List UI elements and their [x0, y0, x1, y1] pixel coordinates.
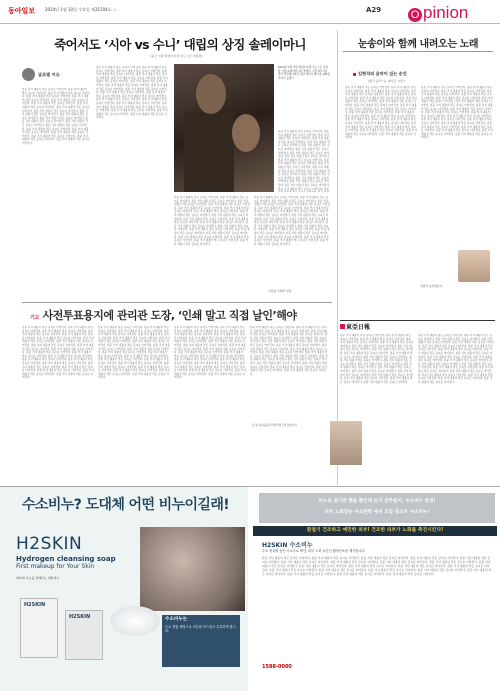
ad-headline: 수소비누? 도대체 어떤 비누이길래!: [22, 497, 230, 513]
ad-callout-text: 수소 결합 세정으로 피부를 부드럽고 촉촉하게 합니다.: [165, 624, 236, 633]
ad-brand-kr: 피부에 수소를 전해주는 세안비누: [16, 576, 60, 580]
ad-brand-line: First makeup for Your Skin: [16, 563, 95, 570]
news-photo: [174, 64, 274, 192]
product-pack: [20, 598, 58, 658]
body-text: 본문 기사 내용이 작은 글씨로 이어진다. 본문 기사 내용이 작은 글씨로 이어진다. 본문 기사 내용이 작은 글씨로 이어진다. 본문 기사 내용이 작은 글씨로 이어진다. 본문 기사 내용이 작은 글씨로 이어진다. 본문 기사 내용이 작은 글씨로 이어진다. 본문 기사 내용이 작은 글씨로 이어진다. 본문 기사 내용이 작은 글씨로 이어진다. 본문 기사 내용이 작은 글씨로 이어진다. 본문 기사 내용이 작은 글씨로 이어진다. 본문 기사 내용이 작은 글씨로 이어진다. 본문 기사 내용이 작은 글씨로 이어진다. 본문 기사 내용이 작은 글씨로 이어진다. 본문 기사 내용이 작은 글씨로 이어진다. 본문 기사 내용이 작은 글씨로 이어진다. 본문 기사 내용이 작은 글씨로 이어진다. 본문 기사 내용이 작은 글씨로 이어진다. 본문 기사 내용이 작은 글씨로 이어진다. 본문 기사 내용이 작은 글씨로 이어진다. 본문 기사 내용이 작은 글씨로 이어진다. 본문 기사 내용이 작은 글씨로 이어진다. 본문 기사 내용이 작은 글씨로 이어진다.: [174, 326, 246, 380]
second-headline-text: 사전투표용지에 관리관 도장, ‘인쇄 말고 직접 날인’해야: [42, 309, 297, 322]
body-text: 본문 기사 내용이 작은 글씨로 이어진다. 본문 기사 내용이 작은 글씨로 이어진다. 본문 기사 내용이 작은 글씨로 이어진다. 본문 기사 내용이 작은 글씨로 이어진다. 본문 기사 내용이 작은 글씨로 이어진다. 본문 기사 내용이 작은 글씨로 이어진다. 본문 기사 내용이 작은 글씨로 이어진다. 본문 기사 내용이 작은 글씨로 이어진다. 본문 기사 내용이 작은 글씨로 이어진다. 본문 기사 내용이 작은 글씨로 이어진다. 본문 기사 내용이 작은 글씨로 이어진다. 본문 기사 내용이 작은 글씨로 이어진다. 본문 기사 내용이 작은 글씨로 이어진다. 본문 기사 내용이 작은 글씨로 이어진다. 본문 기사 내용이 작은 글씨로 이어진다. 본문 기사 내용이 작은 글씨로 이어진다. 본문 기사 내용이 작은 글씨로 이어진다. 본문 기사 내용이 작은 글씨로 이어진다. 본문 기사 내용이 작은 글씨로 이어진다. 본문 기사 내용이 작은 글씨로 이어진다. 본문 기사 내용이 작은 글씨로 이어진다. 본문 기사 내용이 작은 글씨로 이어진다.: [22, 326, 94, 380]
pack-label: H2SKIN: [69, 614, 91, 620]
body-text: 본문 기사 내용이 작은 글씨로 이어진다. 본문 기사 내용이 작은 글씨로 이어진다. 본문 기사 내용이 작은 글씨로 이어진다. 본문 기사 내용이 작은 글씨로 이어진다. 본문 기사 내용이 작은 글씨로 이어진다. 본문 기사 내용이 작은 글씨로 이어진다. 본문 기사 내용이 작은 글씨로 이어진다. 본문 기사 내용이 작은 글씨로 이어진다. 본문 기사 내용이 작은 글씨로 이어진다. 본문 기사 내용이 작은 글씨로 이어진다. 본문 기사 내용이 작은 글씨로 이어진다. 본문 기사 내용이 작은 글씨로 이어진다. 본문 기사 내용이 작은 글씨로 이어진다. 본문 기사 내용이 작은 글씨로 이어진다. 본문 기사 내용이 작은 글씨로 이어진다. 본문 기사 내용이 작은 글씨로 이어진다. 본문 기사 내용이 작은 글씨로 이어진다. 본문 기사 내용이 작은 글씨로 이어진다. 본문 기사 내용이 작은 글씨로 이어진다. 본문 기사 내용이 작은 글씨로 이어진다. 본문 기사 내용이 작은 글씨로 이어진다. 본문 기사 내용이 작은 글씨로 이어진다.: [22, 88, 90, 145]
body-text: 본문 기사 내용이 작은 글씨로 이어진다. 본문 기사 내용이 작은 글씨로 이어진다. 본문 기사 내용이 작은 글씨로 이어진다. 본문 기사 내용이 작은 글씨로 이어진다. 본문 기사 내용이 작은 글씨로 이어진다. 본문 기사 내용이 작은 글씨로 이어진다. 본문 기사 내용이 작은 글씨로 이어진다. 본문 기사 내용이 작은 글씨로 이어진다. 본문 기사 내용이 작은 글씨로 이어진다. 본문 기사 내용이 작은 글씨로 이어진다. 본문 기사 내용이 작은 글씨로 이어진다. 본문 기사 내용이 작은 글씨로 이어진다. 본문 기사 내용이 작은 글씨로 이어진다. 본문 기사 내용이 작은 글씨로 이어진다. 본문 기사 내용이 작은 글씨로 이어진다. 본문 기사 내용이 작은 글씨로 이어진다. 본문 기사 내용이 작은 글씨로 이어진다. 본문 기사 내용이 작은 글씨로 이어진다. 본문 기사 내용이 작은 글씨로 이어진다. 본문 기사 내용이 작은 글씨로 이어진다. 본문 기사 내용이 작은 글씨로 이어진다. 본문 기사 내용이 작은 글씨로 이어진다.: [254, 196, 330, 246]
ad-dark-banner: 환절기 건조하고 예민한 피부! 건조한 피부가 노화를 촉진시킨다!: [253, 526, 497, 536]
product-pack: [65, 610, 103, 660]
ad-body-text: 본문 기사 내용이 작은 글씨로 이어진다. 본문 기사 내용이 작은 글씨로 이어진다. 본문 기사 내용이 작은 글씨로 이어진다. 본문 기사 내용이 작은 글씨로 이어진다. 본문 기사 내용이 작은 글씨로 이어진다. 본문 기사 내용이 작은 글씨로 이어진다. 본문 기사 내용이 작은 글씨로 이어진다. 본문 기사 내용이 작은 글씨로 이어진다. 본문 기사 내용이 작은 글씨로 이어진다. 본문 기사 내용이 작은 글씨로 이어진다. 본문 기사 내용이 작은 글씨로 이어진다. 본문 기사 내용이 작은 글씨로 이어진다. 본문 기사 내용이 작은 글씨로 이어진다. 본문 기사 내용이 작은 글씨로 이어진다. 본문 기사 내용이 작은 글씨로 이어진다. 본문 기사 내용이 작은 글씨로 이어진다. 본문 기사 내용이 작은 글씨로 이어진다. 본문 기사 내용이 작은 글씨로 이어진다. 본문 기사 내용이 작은 글씨로 이어진다. 본문 기사 내용이 작은 글씨로 이어진다. 본문 기사 내용이 작은 글씨로 이어진다. 본문 기사 내용이 작은 글씨로 이어진다.: [262, 556, 492, 576]
ad-callout: [162, 615, 240, 667]
ad-callout-title: 수소비누는: [165, 617, 188, 622]
body-text: 본문 기사 내용이 작은 글씨로 이어진다. 본문 기사 내용이 작은 글씨로 이어진다. 본문 기사 내용이 작은 글씨로 이어진다. 본문 기사 내용이 작은 글씨로 이어진다. 본문 기사 내용이 작은 글씨로 이어진다. 본문 기사 내용이 작은 글씨로 이어진다. 본문 기사 내용이 작은 글씨로 이어진다. 본문 기사 내용이 작은 글씨로 이어진다. 본문 기사 내용이 작은 글씨로 이어진다. 본문 기사 내용이 작은 글씨로 이어진다. 본문 기사 내용이 작은 글씨로 이어진다. 본문 기사 내용이 작은 글씨로 이어진다. 본문 기사 내용이 작은 글씨로 이어진다. 본문 기사 내용이 작은 글씨로 이어진다. 본문 기사 내용이 작은 글씨로 이어진다. 본문 기사 내용이 작은 글씨로 이어진다. 본문 기사 내용이 작은 글씨로 이어진다. 본문 기사 내용이 작은 글씨로 이어진다. 본문 기사 내용이 작은 글씨로 이어진다. 본문 기사 내용이 작은 글씨로 이어진다. 본문 기사 내용이 작은 글씨로 이어진다. 본문 기사 내용이 작은 글씨로 이어진다.: [340, 334, 414, 384]
author-portrait: [458, 250, 490, 282]
right-subtitle: 김현석의 음악이 있는 순간: [353, 71, 407, 77]
ad-top-banner: [259, 493, 495, 523]
editorial-rule: [340, 320, 495, 321]
body-text: 본문 기사 내용이 작은 글씨로 이어진다. 본문 기사 내용이 작은 글씨로 이어진다. 본문 기사 내용이 작은 글씨로 이어진다. 본문 기사 내용이 작은 글씨로 이어진다. 본문 기사 내용이 작은 글씨로 이어진다. 본문 기사 내용이 작은 글씨로 이어진다. 본문 기사 내용이 작은 글씨로 이어진다. 본문 기사 내용이 작은 글씨로 이어진다. 본문 기사 내용이 작은 글씨로 이어진다. 본문 기사 내용이 작은 글씨로 이어진다. 본문 기사 내용이 작은 글씨로 이어진다. 본문 기사 내용이 작은 글씨로 이어진다. 본문 기사 내용이 작은 글씨로 이어진다. 본문 기사 내용이 작은 글씨로 이어진다. 본문 기사 내용이 작은 글씨로 이어진다. 본문 기사 내용이 작은 글씨로 이어진다. 본문 기사 내용이 작은 글씨로 이어진다. 본문 기사 내용이 작은 글씨로 이어진다. 본문 기사 내용이 작은 글씨로 이어진다. 본문 기사 내용이 작은 글씨로 이어진다. 본문 기사 내용이 작은 글씨로 이어진다. 본문 기사 내용이 작은 글씨로 이어진다.: [345, 86, 417, 140]
section-initial: O: [408, 8, 422, 22]
ad-right-brand: H2SKIN 수소비누: [262, 542, 313, 549]
ad-banner-line: 피부 노화잡는 수소탄력 에서 모공 청소부 수소비누!: [324, 510, 430, 515]
column-divider: [337, 30, 338, 485]
right-byline: 김현석 음악평론가: [420, 284, 443, 288]
right-headline: 눈송이와 함께 내려오는 노래: [357, 39, 479, 50]
photo-face: [232, 114, 260, 152]
photo-caption: 2020년 1월 이란 혁명수비대 쿠드스군 사령관 카셈 솔레이마니의 장례식. 사망 4주기를 맞아 추모행사에서 폭탄 테러가 벌어져 100명 가까이 숨졌다.: [278, 66, 330, 81]
body-text: 본문 기사 내용이 작은 글씨로 이어진다. 본문 기사 내용이 작은 글씨로 이어진다. 본문 기사 내용이 작은 글씨로 이어진다. 본문 기사 내용이 작은 글씨로 이어진다. 본문 기사 내용이 작은 글씨로 이어진다. 본문 기사 내용이 작은 글씨로 이어진다. 본문 기사 내용이 작은 글씨로 이어진다. 본문 기사 내용이 작은 글씨로 이어진다. 본문 기사 내용이 작은 글씨로 이어진다. 본문 기사 내용이 작은 글씨로 이어진다. 본문 기사 내용이 작은 글씨로 이어진다. 본문 기사 내용이 작은 글씨로 이어진다. 본문 기사 내용이 작은 글씨로 이어진다. 본문 기사 내용이 작은 글씨로 이어진다. 본문 기사 내용이 작은 글씨로 이어진다. 본문 기사 내용이 작은 글씨로 이어진다. 본문 기사 내용이 작은 글씨로 이어진다. 본문 기사 내용이 작은 글씨로 이어진다. 본문 기사 내용이 작은 글씨로 이어진다. 본문 기사 내용이 작은 글씨로 이어진다. 본문 기사 내용이 작은 글씨로 이어진다. 본문 기사 내용이 작은 글씨로 이어진다.: [250, 326, 328, 376]
right-subtitle-author: (월간 음악 ‘눈 내리던 거울’): [368, 79, 406, 83]
ad-right-sub: 수소 함유량 높은 수소수로 세안, 피부 노화 요인인 활성산소를 제거합니다.: [262, 549, 366, 553]
ad-phone: 1588-0000: [262, 664, 292, 670]
second-headline: [30, 307, 330, 323]
columnist-avatar: [22, 68, 35, 81]
issue-date: 2024년 1월 10일 수요일 제31504호 ☆: [45, 7, 117, 12]
editorial-mark: [340, 324, 345, 329]
section-divider: [22, 302, 332, 303]
main-headline: 죽어서도 ‘시아 vs 수니’ 대립의 상징 솔레이마니: [54, 37, 306, 52]
body-text: 본문 기사 내용이 작은 글씨로 이어진다. 본문 기사 내용이 작은 글씨로 이어진다. 본문 기사 내용이 작은 글씨로 이어진다. 본문 기사 내용이 작은 글씨로 이어진다. 본문 기사 내용이 작은 글씨로 이어진다. 본문 기사 내용이 작은 글씨로 이어진다. 본문 기사 내용이 작은 글씨로 이어진다. 본문 기사 내용이 작은 글씨로 이어진다. 본문 기사 내용이 작은 글씨로 이어진다. 본문 기사 내용이 작은 글씨로 이어진다. 본문 기사 내용이 작은 글씨로 이어진다. 본문 기사 내용이 작은 글씨로 이어진다. 본문 기사 내용이 작은 글씨로 이어진다. 본문 기사 내용이 작은 글씨로 이어진다. 본문 기사 내용이 작은 글씨로 이어진다. 본문 기사 내용이 작은 글씨로 이어진다. 본문 기사 내용이 작은 글씨로 이어진다. 본문 기사 내용이 작은 글씨로 이어진다. 본문 기사 내용이 작은 글씨로 이어진다. 본문 기사 내용이 작은 글씨로 이어진다. 본문 기사 내용이 작은 글씨로 이어진다. 본문 기사 내용이 작은 글씨로 이어진다.: [421, 86, 493, 140]
section-title-rest: pinion: [423, 3, 469, 22]
second-byline: 김 범 동아공동선거관리연구원 상임이사: [252, 424, 298, 427]
newspaper-logo: 동아일보: [8, 7, 36, 15]
body-text: 본문 기사 내용이 작은 글씨로 이어진다. 본문 기사 내용이 작은 글씨로 이어진다. 본문 기사 내용이 작은 글씨로 이어진다. 본문 기사 내용이 작은 글씨로 이어진다. 본문 기사 내용이 작은 글씨로 이어진다. 본문 기사 내용이 작은 글씨로 이어진다. 본문 기사 내용이 작은 글씨로 이어진다. 본문 기사 내용이 작은 글씨로 이어진다. 본문 기사 내용이 작은 글씨로 이어진다. 본문 기사 내용이 작은 글씨로 이어진다. 본문 기사 내용이 작은 글씨로 이어진다. 본문 기사 내용이 작은 글씨로 이어진다. 본문 기사 내용이 작은 글씨로 이어진다. 본문 기사 내용이 작은 글씨로 이어진다. 본문 기사 내용이 작은 글씨로 이어진다. 본문 기사 내용이 작은 글씨로 이어진다. 본문 기사 내용이 작은 글씨로 이어진다. 본문 기사 내용이 작은 글씨로 이어진다. 본문 기사 내용이 작은 글씨로 이어진다. 본문 기사 내용이 작은 글씨로 이어진다. 본문 기사 내용이 작은 글씨로 이어진다. 본문 기사 내용이 작은 글씨로 이어진다.: [418, 334, 494, 384]
pack-label: H2SKIN: [24, 602, 46, 608]
ad-photo: [140, 527, 245, 611]
body-text: 본문 기사 내용이 작은 글씨로 이어진다. 본문 기사 내용이 작은 글씨로 이어진다. 본문 기사 내용이 작은 글씨로 이어진다. 본문 기사 내용이 작은 글씨로 이어진다. 본문 기사 내용이 작은 글씨로 이어진다. 본문 기사 내용이 작은 글씨로 이어진다. 본문 기사 내용이 작은 글씨로 이어진다. 본문 기사 내용이 작은 글씨로 이어진다. 본문 기사 내용이 작은 글씨로 이어진다. 본문 기사 내용이 작은 글씨로 이어진다. 본문 기사 내용이 작은 글씨로 이어진다. 본문 기사 내용이 작은 글씨로 이어진다. 본문 기사 내용이 작은 글씨로 이어진다. 본문 기사 내용이 작은 글씨로 이어진다. 본문 기사 내용이 작은 글씨로 이어진다. 본문 기사 내용이 작은 글씨로 이어진다. 본문 기사 내용이 작은 글씨로 이어진다. 본문 기사 내용이 작은 글씨로 이어진다. 본문 기사 내용이 작은 글씨로 이어진다. 본문 기사 내용이 작은 글씨로 이어진다. 본문 기사 내용이 작은 글씨로 이어진다. 본문 기사 내용이 작은 글씨로 이어진다.: [98, 326, 170, 380]
body-text: 본문 기사 내용이 작은 글씨로 이어진다. 본문 기사 내용이 작은 글씨로 이어진다. 본문 기사 내용이 작은 글씨로 이어진다. 본문 기사 내용이 작은 글씨로 이어진다. 본문 기사 내용이 작은 글씨로 이어진다. 본문 기사 내용이 작은 글씨로 이어진다. 본문 기사 내용이 작은 글씨로 이어진다. 본문 기사 내용이 작은 글씨로 이어진다. 본문 기사 내용이 작은 글씨로 이어진다. 본문 기사 내용이 작은 글씨로 이어진다. 본문 기사 내용이 작은 글씨로 이어진다. 본문 기사 내용이 작은 글씨로 이어진다. 본문 기사 내용이 작은 글씨로 이어진다. 본문 기사 내용이 작은 글씨로 이어진다. 본문 기사 내용이 작은 글씨로 이어진다. 본문 기사 내용이 작은 글씨로 이어진다. 본문 기사 내용이 작은 글씨로 이어진다. 본문 기사 내용이 작은 글씨로 이어진다. 본문 기사 내용이 작은 글씨로 이어진다. 본문 기사 내용이 작은 글씨로 이어진다. 본문 기사 내용이 작은 글씨로 이어진다. 본문 기사 내용이 작은 글씨로 이어진다.: [174, 196, 250, 246]
ad-banner-line: 비누로 씻기만 했을 뿐인데 눈가 잔주름이, 수소비누 탄생!: [318, 499, 436, 504]
ad-brand-line: Hydrogen cleansing soap: [16, 555, 116, 563]
page-number: A29: [366, 6, 382, 14]
headline-rule: [343, 51, 493, 52]
photo-face: [196, 74, 226, 114]
section-title: [408, 3, 468, 23]
main-byline: 이문영 국제부 차장: [268, 289, 292, 293]
body-text: 본문 기사 내용이 작은 글씨로 이어진다. 본문 기사 내용이 작은 글씨로 이어진다. 본문 기사 내용이 작은 글씨로 이어진다. 본문 기사 내용이 작은 글씨로 이어진다. 본문 기사 내용이 작은 글씨로 이어진다. 본문 기사 내용이 작은 글씨로 이어진다. 본문 기사 내용이 작은 글씨로 이어진다. 본문 기사 내용이 작은 글씨로 이어진다. 본문 기사 내용이 작은 글씨로 이어진다. 본문 기사 내용이 작은 글씨로 이어진다. 본문 기사 내용이 작은 글씨로 이어진다. 본문 기사 내용이 작은 글씨로 이어진다. 본문 기사 내용이 작은 글씨로 이어진다. 본문 기사 내용이 작은 글씨로 이어진다. 본문 기사 내용이 작은 글씨로 이어진다. 본문 기사 내용이 작은 글씨로 이어진다. 본문 기사 내용이 작은 글씨로 이어진다. 본문 기사 내용이 작은 글씨로 이어진다. 본문 기사 내용이 작은 글씨로 이어진다. 본문 기사 내용이 작은 글씨로 이어진다. 본문 기사 내용이 작은 글씨로 이어진다. 본문 기사 내용이 작은 글씨로 이어진다.: [96, 66, 168, 120]
photo-figure: [184, 112, 234, 192]
story-tag: 기고: [30, 315, 39, 321]
body-text: 본문 기사 내용이 작은 글씨로 이어진다. 본문 기사 내용이 작은 글씨로 이어진다. 본문 기사 내용이 작은 글씨로 이어진다. 본문 기사 내용이 작은 글씨로 이어진다. 본문 기사 내용이 작은 글씨로 이어진다. 본문 기사 내용이 작은 글씨로 이어진다. 본문 기사 내용이 작은 글씨로 이어진다. 본문 기사 내용이 작은 글씨로 이어진다. 본문 기사 내용이 작은 글씨로 이어진다. 본문 기사 내용이 작은 글씨로 이어진다. 본문 기사 내용이 작은 글씨로 이어진다. 본문 기사 내용이 작은 글씨로 이어진다. 본문 기사 내용이 작은 글씨로 이어진다. 본문 기사 내용이 작은 글씨로 이어진다. 본문 기사 내용이 작은 글씨로 이어진다. 본문 기사 내용이 작은 글씨로 이어진다. 본문 기사 내용이 작은 글씨로 이어진다. 본문 기사 내용이 작은 글씨로 이어진다. 본문 기사 내용이 작은 글씨로 이어진다. 본문: [278, 130, 330, 191]
main-subheadline: (중간 이란 혁명수비대 쿠드스군 사령관): [150, 54, 203, 58]
column-name: 글로벌 이슈: [38, 72, 60, 77]
editorial-brand: 東亞日報: [346, 324, 371, 331]
soap-foam: [110, 606, 160, 636]
ad-brand-logo: H2SKIN: [16, 534, 83, 554]
